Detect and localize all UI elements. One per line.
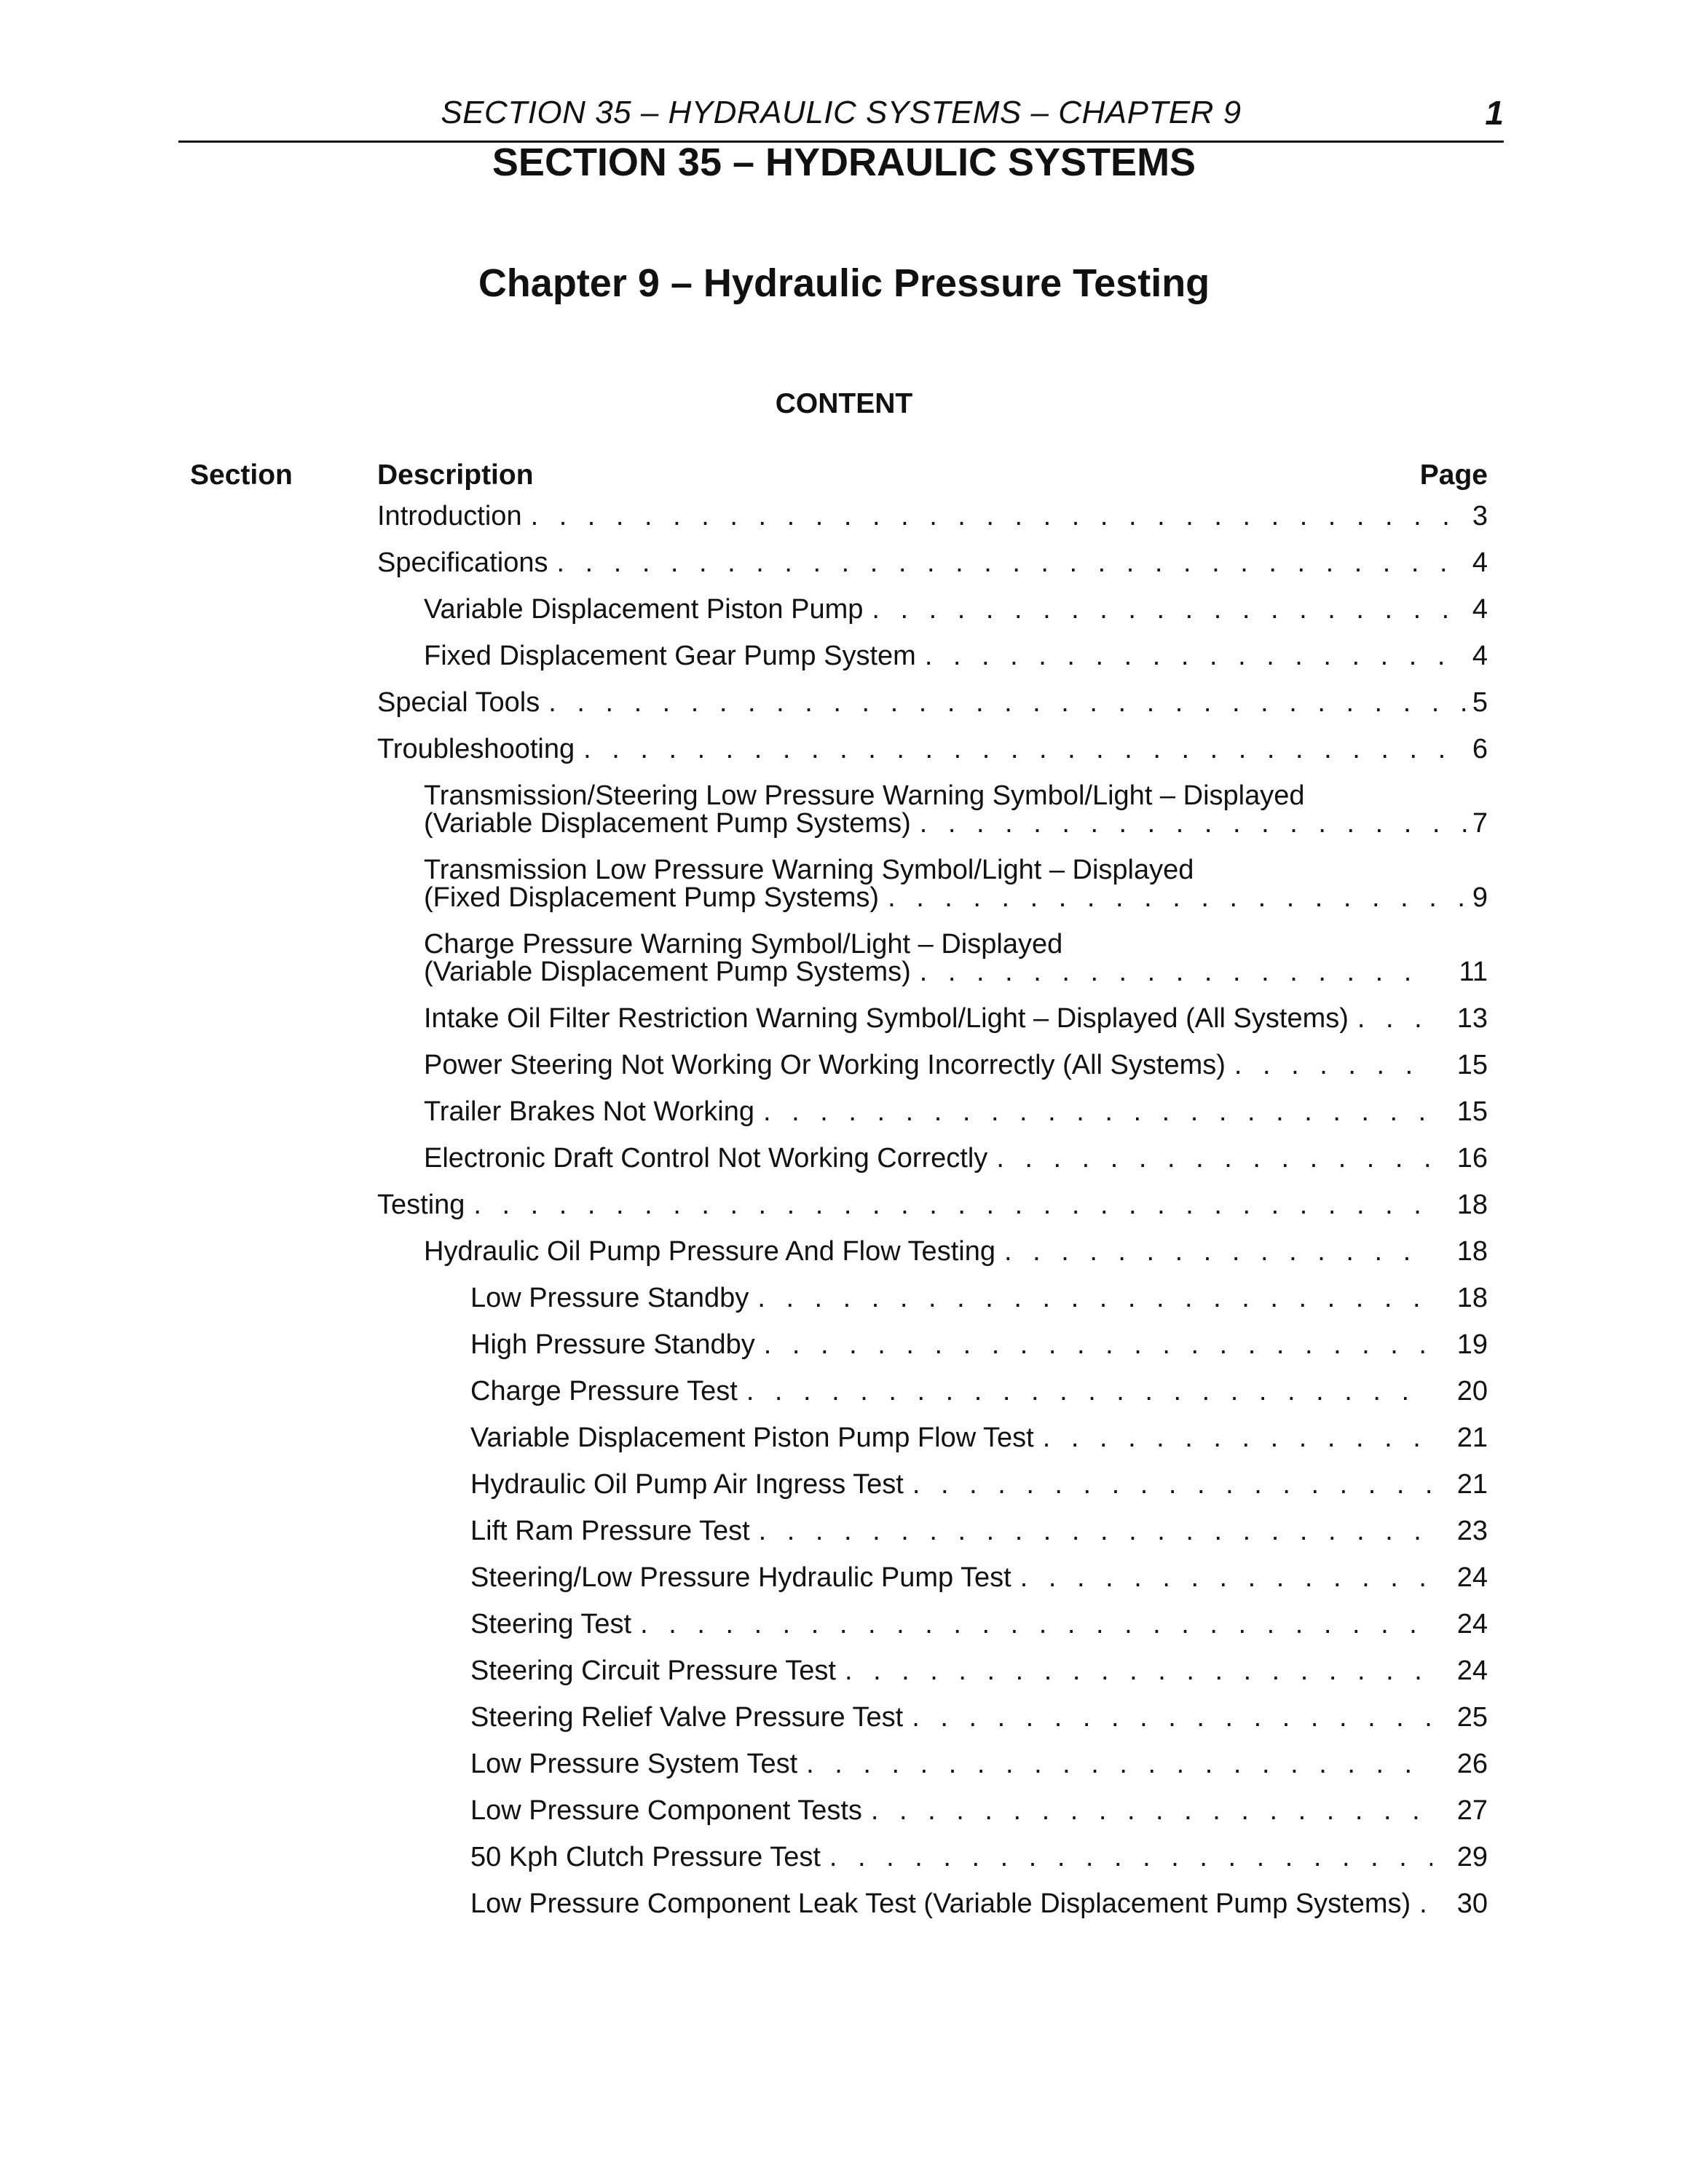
toc-entry-page: 9 [1472,882,1488,913]
toc-entry-title: Low Pressure Component Leak Test (Variable Displacement Pump Systems) [470,1888,1411,1919]
toc-entry [470,1750,1488,1778]
toc-entry [470,1797,1488,1824]
toc-entry-title: Fixed Displacement Gear Pump System [424,641,916,671]
dot-leader [1020,1564,1432,1591]
toc-entry-page: 21 [1456,1469,1488,1500]
toc-entry-page: 19 [1456,1329,1488,1360]
toc-entry-title: Power Steering Not Working Or Working Incorrectly (All Systems) [424,1050,1226,1080]
dot-leader [583,735,1467,763]
toc-entry-page: 15 [1456,1096,1488,1127]
toc-entry [377,689,1488,716]
column-header-description: Description [377,459,534,491]
toc-entry-page: 4 [1472,594,1488,625]
running-header [178,91,1504,143]
toc-entry [424,856,1488,911]
toc-entry-page: 5 [1472,687,1488,718]
dot-leader [925,642,1467,670]
toc-entry-page: 29 [1456,1842,1488,1872]
toc-entry [377,549,1488,577]
toc-entry-title-line: Transmission/Steering Low Pressure Warning Symbol/Light – Displayed [424,780,1305,811]
toc-entry-title: Testing [377,1190,465,1220]
running-header-title: SECTION 35 – HYDRAULIC SYSTEMS – CHAPTER 9 [441,95,1242,130]
toc-entry-title: Steering/Low Pressure Hydraulic Pump Test [470,1562,1011,1593]
toc-entry [470,1564,1488,1591]
dot-leader [871,1797,1432,1824]
dot-leader [888,884,1467,911]
toc-entry-title: Introduction [377,501,522,531]
toc-entry-page: 15 [1456,1050,1488,1080]
toc-entry-page: 18 [1456,1283,1488,1313]
toc-entry [470,1471,1488,1498]
dot-leader [763,1098,1432,1125]
dot-leader [473,1191,1432,1219]
toc-entry [377,1191,1488,1219]
toc-entry-page: 20 [1456,1376,1488,1406]
toc-entry [424,642,1488,670]
toc-entry [424,596,1488,623]
toc-entry [424,782,1488,837]
toc-entry [424,1098,1488,1125]
dot-leader [1234,1051,1432,1079]
toc-entry-title: Special Tools [377,687,540,718]
toc-entry-page: 26 [1456,1749,1488,1779]
dot-leader [920,810,1467,837]
toc-entry-title: Electronic Draft Control Not Working Correctly [424,1143,988,1174]
toc-entry [424,1005,1488,1032]
toc-entry [377,502,1488,530]
toc-entry-title-line: Charge Pressure Warning Symbol/Light – Displayed [424,929,1063,960]
column-header-section: Section [190,459,293,491]
toc-entry-page: 27 [1456,1795,1488,1826]
toc-entry [377,735,1488,763]
toc-entry-page: 3 [1472,501,1488,531]
toc-entry [470,1890,1488,1918]
dot-leader [1357,1005,1432,1032]
toc-entry [470,1424,1488,1452]
toc-entry-title: Variable Displacement Piston Pump [424,594,864,625]
toc-entry-title: Specifications [377,547,548,578]
toc-entry-page: 16 [1456,1143,1488,1174]
section-title: SECTION 35 – HYDRAULIC SYSTEMS [492,141,1196,184]
dot-leader [829,1843,1432,1871]
toc-entry-title: Steering Test [470,1609,632,1639]
page-number: 1 [1485,94,1504,132]
dot-leader [872,596,1466,623]
toc-entry [470,1331,1488,1358]
toc-entry [470,1517,1488,1545]
toc-entry [424,930,1488,986]
dot-leader [759,1517,1432,1545]
toc-entry-page: 23 [1456,1516,1488,1546]
toc-entry [470,1610,1488,1638]
toc-entry-title: Variable Displacement Piston Pump Flow Test [470,1423,1034,1453]
toc-entry-page: 11 [1459,957,1488,987]
dot-leader [1419,1890,1432,1918]
dot-leader [556,549,1466,577]
table-of-contents [377,502,1488,1936]
toc-entry-title: Steering Relief Valve Pressure Test [470,1702,904,1733]
toc-entry-title: Intake Oil Filter Restriction Warning Symbol/Light – Displayed (All Systems) [424,1003,1349,1034]
dot-leader [531,502,1467,530]
toc-entry-title: Low Pressure System Test [470,1749,798,1779]
toc-entry-title: Trailer Brakes Not Working [424,1096,755,1127]
toc-entry-title: (Variable Displacement Pump Systems) [424,957,911,987]
toc-entry-title: Lift Ram Pressure Test [470,1516,750,1546]
dot-leader [746,1377,1432,1405]
toc-entry-title: Low Pressure Standby [470,1283,749,1313]
toc-entry-page: 21 [1456,1423,1488,1453]
toc-entry-page: 30 [1456,1888,1488,1919]
toc-entry-title: High Pressure Standby [470,1329,755,1360]
toc-entry-title: Troubleshooting [377,734,575,764]
toc-entry [424,1051,1488,1079]
toc-entry [424,1238,1488,1265]
toc-entry-page: 24 [1456,1562,1488,1593]
toc-entry-page: 7 [1472,808,1488,839]
toc-entry-title: (Variable Displacement Pump Systems) [424,808,911,839]
toc-entry-title: Hydraulic Oil Pump Air Ingress Test [470,1469,904,1500]
dot-leader [912,1471,1432,1498]
toc-entry-page: 6 [1472,734,1488,764]
toc-entry-title: Hydraulic Oil Pump Pressure And Flow Testing [424,1236,995,1267]
dot-leader [1004,1238,1432,1265]
dot-leader [1043,1424,1432,1452]
content-heading: CONTENT [775,388,913,419]
toc-entry-page: 13 [1456,1003,1488,1034]
toc-entry-title: Steering Circuit Pressure Test [470,1655,836,1686]
toc-entry-title: (Fixed Displacement Pump Systems) [424,882,880,913]
dot-leader [757,1284,1432,1312]
toc-entry-title-line: Transmission Low Pressure Warning Symbol/Light – Displayed [424,855,1194,885]
chapter-title: Chapter 9 – Hydraulic Pressure Testing [478,261,1210,305]
toc-entry [470,1657,1488,1685]
toc-entry-title: Charge Pressure Test [470,1376,738,1406]
toc-entry [470,1284,1488,1312]
dot-leader [845,1657,1432,1685]
toc-entry-page: 18 [1456,1236,1488,1267]
toc-entry [470,1843,1488,1871]
dot-leader [912,1704,1432,1731]
toc-entry-title: 50 Kph Clutch Pressure Test [470,1842,821,1872]
toc-entry [470,1377,1488,1405]
dot-leader [764,1331,1432,1358]
toc-entry-title: Low Pressure Component Tests [470,1795,862,1826]
dot-leader [548,689,1467,716]
toc-entry-page: 4 [1472,641,1488,671]
dot-leader [806,1750,1432,1778]
column-header-page: Page [1419,459,1488,491]
toc-entry [424,1144,1488,1172]
dot-leader [640,1610,1432,1638]
toc-entry [470,1704,1488,1731]
dot-leader [996,1144,1432,1172]
toc-entry-page: 18 [1456,1190,1488,1220]
toc-entry-page: 25 [1456,1702,1488,1733]
toc-entry-page: 4 [1472,547,1488,578]
dot-leader [920,958,1432,986]
toc-entry-page: 24 [1456,1655,1488,1686]
toc-entry-page: 24 [1456,1609,1488,1639]
